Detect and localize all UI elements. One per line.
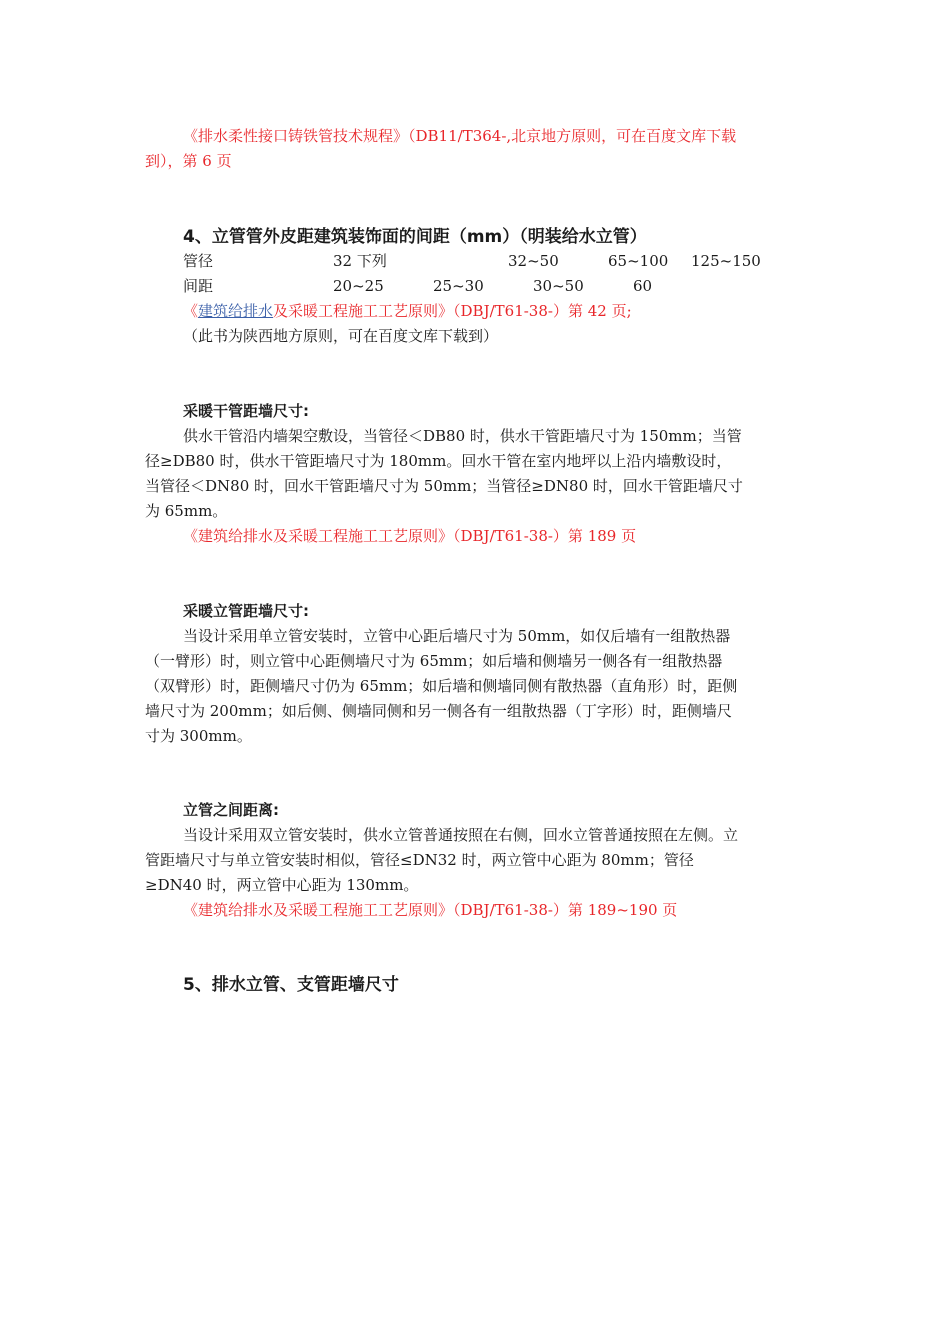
- intro-reference-line1: 《排水柔性接口铸铁管技术规程》（DB11/T364-,北京地方原则，可在百度文库下载: [183, 127, 737, 145]
- table-cell: 32~50: [508, 252, 559, 270]
- paragraph-line: 供水干管沿内墙架空敷设，当管径＜DB80 时，供水干管距墙尺寸为 150mm；当管: [183, 427, 742, 445]
- reference-link[interactable]: 建筑给排水: [198, 302, 274, 320]
- table-cell: 125~150: [691, 252, 761, 270]
- paragraph-line: 当设计采用双立管安装时，供水立管普通按照在右侧，回水立管普通按照在左侧。立: [183, 826, 739, 844]
- table-cell: 60: [633, 277, 653, 295]
- table-row-label-diameter: 管径: [183, 252, 214, 270]
- heating-main-reference: 《建筑给排水及采暖工程施工工艺原则》（DBJ/T61-38-）第 189 页: [183, 527, 637, 545]
- paragraph-line: （双臂形）时，距侧墙尺寸仍为 65mm；如后墙和侧墙同侧有散热器（直角形）时，距侧: [145, 677, 738, 695]
- paragraph-line: 寸为 300mm。: [145, 727, 252, 745]
- intro-reference-line2: 到），第 6 页: [145, 152, 232, 170]
- paragraph-line: 为 65mm。: [145, 502, 228, 520]
- paragraph-line: 径≥DB80 时，供水干管距墙尺寸为 180mm。回水干管在室内地坪以上沿内墙敷设时，: [145, 452, 732, 470]
- reference-rest: 及采暖工程施工工艺原则》（DBJ/T61-38-）第 42 页;: [273, 302, 632, 320]
- heating-main-title: 采暖干管距墙尺寸:: [183, 402, 309, 420]
- paragraph-line: 当管径＜DN80 时，回水干管距墙尺寸为 50mm；当管径≥DN80 时，回水干管距墙尺寸: [145, 477, 743, 495]
- paragraph-line: ≥DN40 时，两立管中心距为 130mm。: [145, 876, 419, 894]
- table-cell: 30~50: [533, 277, 584, 295]
- table-cell: 32 下列: [333, 252, 387, 270]
- riser-spacing-title: 立管之间距离:: [183, 801, 279, 819]
- paragraph-line: （一臂形）时，则立管中心距侧墙尺寸为 65mm；如后墙和侧墙另一侧各有一组散热器: [145, 652, 723, 670]
- section-5-title: 5、排水立管、支管距墙尺寸: [183, 975, 399, 995]
- table-cell: 20~25: [333, 277, 384, 295]
- section-4-title: 4、立管管外皮距建筑装饰面的间距（mm）（明装给水立管）: [183, 227, 647, 247]
- paragraph-line: 管距墙尺寸与单立管安装时相似，管径≤DN32 时，两立管中心距为 80mm；管径: [145, 851, 694, 869]
- paragraph-line: 当设计采用单立管安装时，立管中心距后墙尺寸为 50mm，如仅后墙有一组散热器: [183, 627, 731, 645]
- heating-riser-title: 采暖立管距墙尺寸:: [183, 602, 309, 620]
- table-row-label-spacing: 间距: [183, 277, 214, 295]
- paragraph-line: 墙尺寸为 200mm；如后侧、侧墙同侧和另一侧各有一组散热器（丁字形）时，距侧墙尺: [145, 702, 732, 720]
- riser-spacing-reference: 《建筑给排水及采暖工程施工工艺原则》（DBJ/T61-38-）第 189~190 页: [183, 901, 678, 919]
- section-4-note: （此书为陕西地方原则，可在百度文库下载到）: [183, 327, 499, 345]
- table-cell: 25~30: [433, 277, 484, 295]
- table-cell: 65~100: [608, 252, 669, 270]
- reference-open-bracket: 《: [183, 302, 199, 320]
- section-4-reference: [183, 299, 632, 324]
